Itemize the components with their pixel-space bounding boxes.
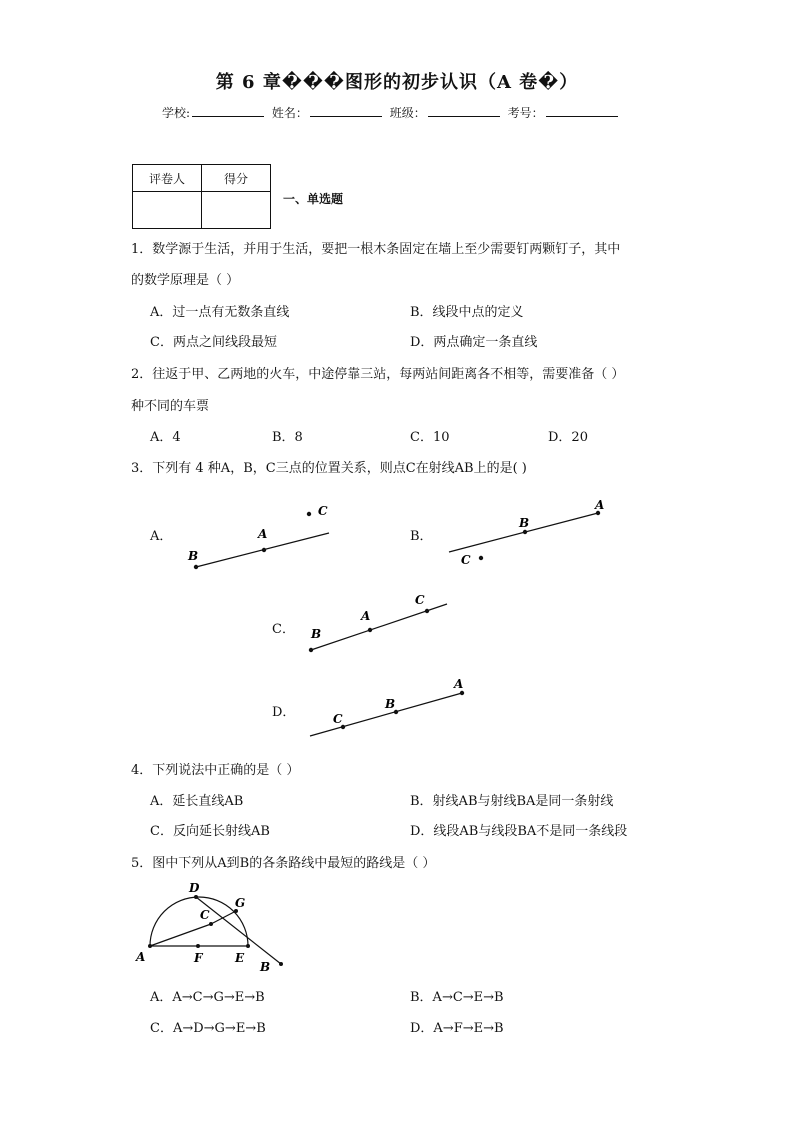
point-a: [368, 628, 372, 632]
q3-option-d[interactable]: D．: [272, 705, 296, 720]
q5-option-c[interactable]: C．A→D→G→E→B: [150, 1021, 266, 1036]
point-a: [262, 548, 266, 552]
q1-option-a[interactable]: A．过一点有无数条直线: [150, 305, 290, 320]
point-c: [479, 556, 483, 560]
q4-option-d[interactable]: D．线段AB与线段BA不是同一条线段: [410, 824, 628, 839]
point-c: [307, 512, 311, 516]
point-b: [194, 565, 198, 569]
section-title: 一、单选题: [283, 192, 344, 206]
label-a: A: [136, 950, 146, 964]
q2-option-c[interactable]: C．10: [410, 430, 450, 445]
q5-text: 5．图中下列从A到B的各条路线中最短的路线是（ ）: [131, 856, 436, 871]
q2-option-b[interactable]: B．8: [272, 430, 303, 445]
label-b: B: [260, 960, 271, 974]
point-a: [460, 691, 464, 695]
class-label: 班级：: [389, 106, 426, 120]
q3-option-b[interactable]: B．: [410, 529, 433, 544]
label-b: B: [385, 697, 396, 711]
label-a: A: [361, 609, 371, 623]
point-b: [309, 648, 313, 652]
score-header: 得分: [202, 165, 271, 192]
q4-text: 4．下列说法中正确的是（ ）: [131, 763, 300, 778]
label-f: F: [194, 951, 203, 965]
label-c: C: [200, 908, 210, 922]
score-cell[interactable]: [202, 192, 271, 229]
q1-option-c[interactable]: C．两点之间线段最短: [150, 335, 277, 350]
label-e: E: [235, 951, 245, 965]
q1-line2: 的数学原理是（ ）: [131, 273, 240, 288]
point-a: [148, 944, 152, 948]
q5-route-figure: [130, 876, 300, 976]
label-g: G: [235, 896, 246, 910]
label-a: A: [454, 677, 464, 691]
grader-cell[interactable]: [133, 192, 202, 229]
q1-option-b[interactable]: B．线段中点的定义: [410, 305, 524, 320]
q2-line2: 种不同的车票: [131, 399, 210, 414]
point-b: [523, 530, 527, 534]
class-field[interactable]: [428, 106, 500, 117]
q2-line1: 2．往返于甲、乙两地的火车，中途停靠三站，每两站间距离各不相等，需要准备（ ）: [131, 367, 625, 382]
label-c: C: [318, 504, 328, 518]
name-label: 姓名：: [271, 106, 308, 120]
point-b: [279, 962, 283, 966]
q5-option-a[interactable]: A．A→C→G→E→B: [150, 990, 265, 1005]
score-table: [132, 164, 271, 229]
label-c: C: [461, 553, 471, 567]
segment-ac: [150, 924, 211, 946]
q4-option-a[interactable]: A．延长直线AB: [150, 794, 244, 809]
q3-text: 3．下列有 4 种A，B，C三点的位置关系，则点C在射线AB上的是( ): [131, 461, 527, 476]
number-label: 考号：: [507, 106, 544, 120]
q3-option-c[interactable]: C．: [272, 622, 295, 637]
semicircle-arc: [150, 897, 248, 946]
point-d: [194, 895, 198, 899]
segment-cg: [211, 911, 236, 924]
point-f: [196, 944, 200, 948]
q5-option-b[interactable]: B．A→C→E→B: [410, 990, 504, 1005]
point-c: [209, 922, 213, 926]
q1-line1: 1．数学源于生活，并用于生活，要把一根木条固定在墙上至少需要钉两颗钉子，其中: [131, 242, 621, 257]
student-info-row: [162, 104, 622, 121]
label-c: C: [415, 593, 425, 607]
q1-option-d[interactable]: D．两点确定一条直线: [410, 335, 538, 350]
page-title: 第 6 章���图形的初步认识（A 卷�）: [215, 72, 579, 93]
label-a: A: [258, 527, 268, 541]
point-e: [246, 944, 250, 948]
q3-figure-d: [300, 672, 480, 744]
label-c: C: [333, 712, 343, 726]
q4-option-c[interactable]: C．反向延长射线AB: [150, 824, 270, 839]
number-field[interactable]: [546, 106, 618, 117]
q4-option-b[interactable]: B．射线AB与射线BA是同一条射线: [410, 794, 614, 809]
q3-figure-c: [300, 590, 460, 660]
name-field[interactable]: [310, 106, 382, 117]
q3-option-a[interactable]: A．: [150, 529, 173, 544]
label-b: B: [188, 549, 199, 563]
school-field[interactable]: [192, 106, 264, 117]
q3-figure-a: [180, 498, 340, 578]
grader-header: 评卷人: [133, 165, 202, 192]
q2-option-a[interactable]: A．4: [150, 430, 181, 445]
label-b: B: [311, 627, 322, 641]
label-a: A: [595, 498, 605, 512]
point-c: [425, 609, 429, 613]
school-label: 学校:: [162, 106, 191, 120]
label-b: B: [519, 516, 530, 530]
q2-option-d[interactable]: D．20: [548, 430, 588, 445]
label-d: D: [189, 881, 200, 895]
q5-option-d[interactable]: D．A→F→E→B: [410, 1021, 504, 1036]
q3-figure-b: [440, 494, 620, 574]
